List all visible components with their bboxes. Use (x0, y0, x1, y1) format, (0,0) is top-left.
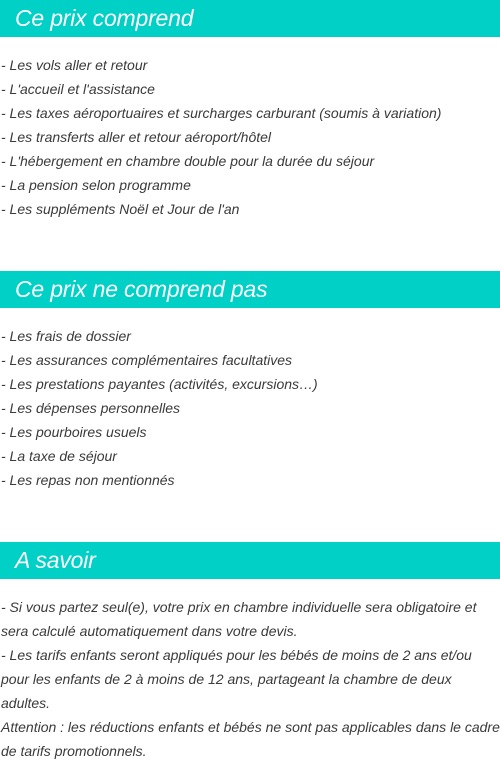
section-not-included (0, 271, 500, 492)
list-item: - Les suppléments Noël et Jour de l'an (1, 201, 240, 217)
info-paragraph: - Les tarifs enfants seront appliqués pour les bébés de moins de 2 ans et/ou pour les enfants de 2 à moins de 12 ans, partageant la chambre de deux adultes. (1, 647, 472, 711)
section-header-not-included (0, 271, 500, 308)
section-title-good-to-know: A savoir (15, 547, 96, 573)
info-paragraph: - Si vous partez seul(e), votre prix en chambre individuelle sera obligatoire et sera calculé automatiquement dans votre devis. (1, 599, 477, 639)
section-included (0, 0, 500, 221)
section-header-included (0, 0, 500, 37)
list-item: - Les pourboires usuels (1, 424, 147, 440)
list-item: - L'hébergement en chambre double pour la durée du séjour (1, 153, 375, 169)
list-item: - Les transferts aller et retour aéroport/hôtel (1, 129, 272, 145)
list-item: - Les frais de dossier (1, 328, 131, 344)
good-to-know-text (0, 595, 500, 763)
list-item: - Les repas non mentionnés (1, 472, 175, 488)
section-title-not-included: Ce prix ne comprend pas (15, 276, 268, 302)
not-included-list (0, 324, 500, 492)
list-item: - Les vols aller et retour (1, 57, 148, 73)
list-item: - Les assurances complémentaires facultatives (1, 352, 293, 368)
section-title-included: Ce prix comprend (15, 5, 194, 31)
list-item: - La pension selon programme (1, 177, 191, 193)
list-item: - Les taxes aéroportuaires et surcharges carburant (soumis à variation) (1, 105, 442, 121)
section-header-good-to-know (0, 542, 500, 579)
section-good-to-know (0, 542, 500, 763)
included-list (0, 53, 500, 221)
list-item: - Les prestations payantes (activités, excursions…) (1, 376, 318, 392)
list-item: - L'accueil et l'assistance (1, 81, 155, 97)
list-item: - Les dépenses personnelles (1, 400, 181, 416)
info-paragraph: Attention : les réductions enfants et bébés ne sont pas applicables dans le cadre de tarifs promotionnels. (1, 719, 500, 759)
list-item: - La taxe de séjour (1, 448, 117, 464)
